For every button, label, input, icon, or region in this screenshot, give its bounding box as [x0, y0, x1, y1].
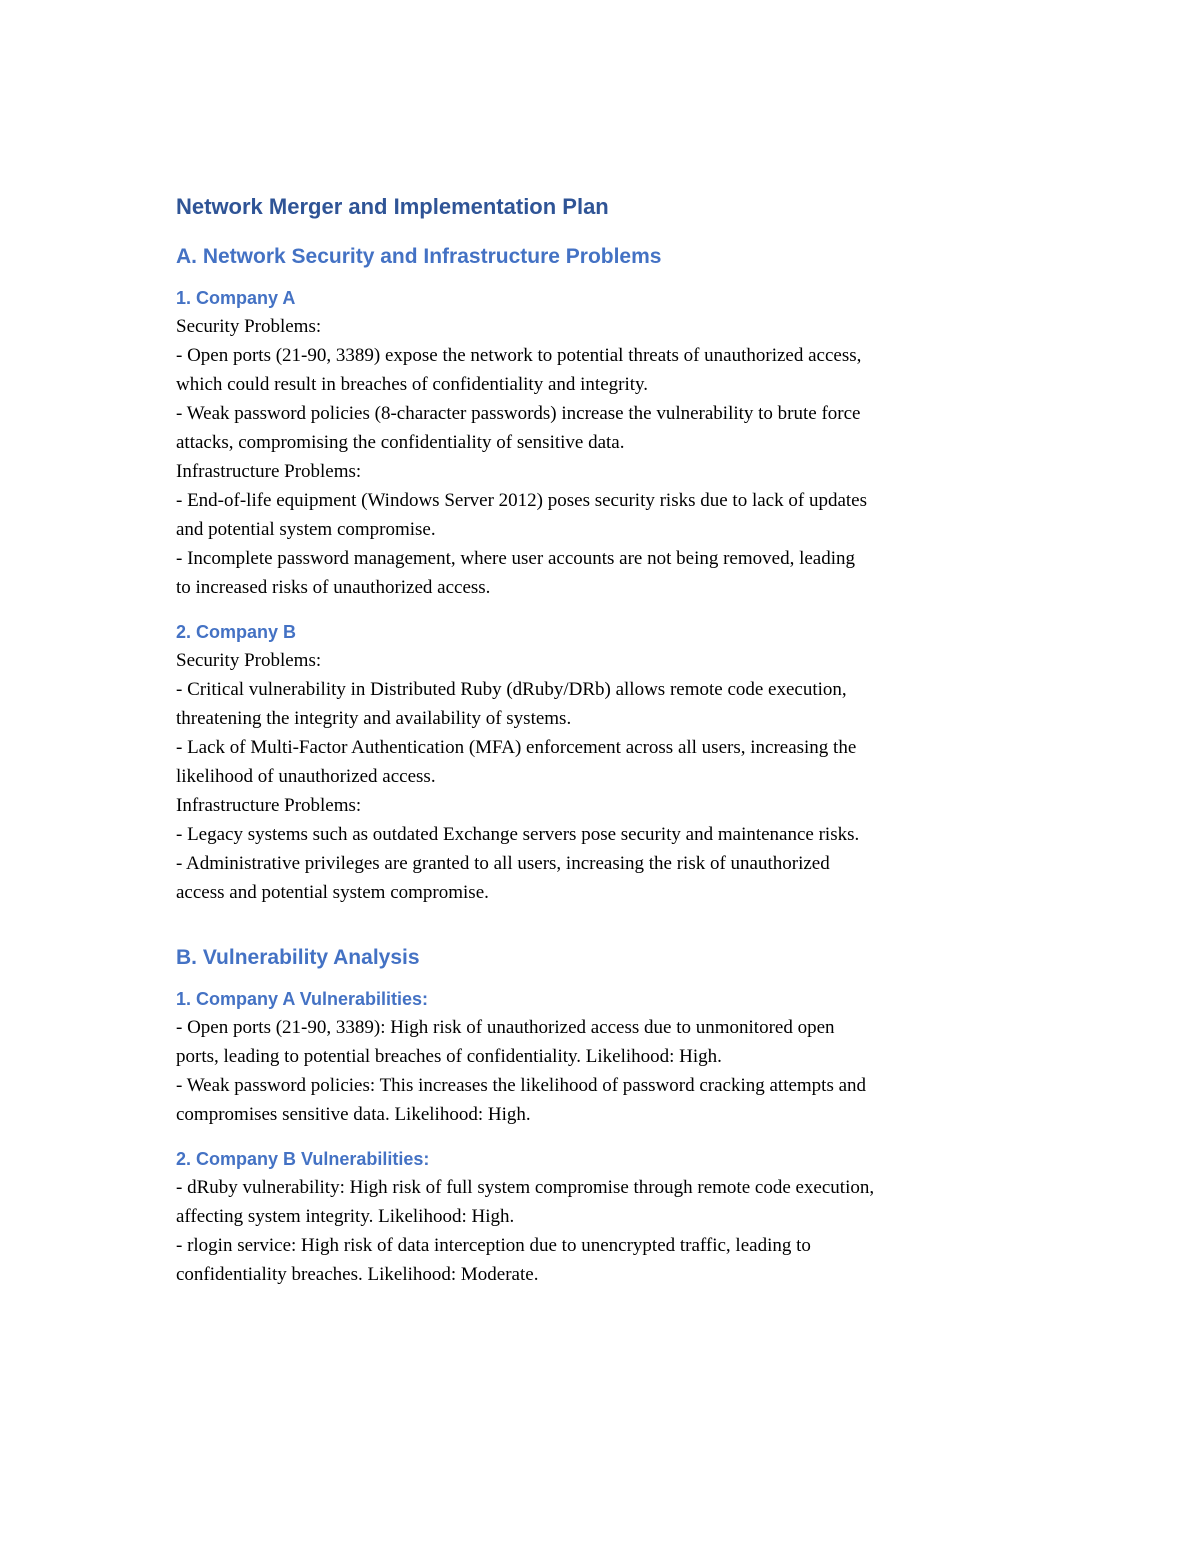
text-line: - Weak password policies (8-character passwords) increase the vulnerability to brute force — [176, 403, 861, 424]
text-line: - Open ports (21-90, 3389): High risk of unauthorized access due to unmonitored open — [176, 1017, 835, 1038]
text-line: - End-of-life equipment (Windows Server 2012) poses security risks due to lack of updates — [176, 490, 867, 511]
text-line: - rlogin service: High risk of data interception due to unencrypted traffic, leading to — [176, 1235, 811, 1256]
text-line: compromises sensitive data. Likelihood: High. — [176, 1104, 531, 1125]
spacer — [176, 923, 1026, 941]
company-b-heading: 2. Company B — [176, 622, 297, 642]
text-line: - Critical vulnerability in Distributed Ruby (dRuby/DRb) allows remote code execution, — [176, 679, 847, 700]
company-b-vulnerabilities-heading: 2. Company B Vulnerabilities: — [176, 1149, 430, 1169]
text-line: affecting system integrity. Likelihood: High. — [176, 1206, 515, 1227]
document-page — [176, 188, 1026, 1305]
section-a-company-b — [176, 618, 1026, 907]
company-a-vulnerabilities-heading: 1. Company A Vulnerabilities: — [176, 989, 429, 1009]
section-a-heading: A. Network Security and Infrastructure Problems — [176, 245, 662, 268]
section-b-company-a — [176, 985, 1026, 1129]
text-line: to increased risks of unauthorized access. — [176, 577, 491, 598]
section-b-heading: B. Vulnerability Analysis — [176, 946, 420, 969]
text-line: access and potential system compromise. — [176, 882, 489, 903]
text-line: attacks, compromising the confidentiality of sensitive data. — [176, 432, 625, 453]
text-line: - Lack of Multi-Factor Authentication (MFA) enforcement across all users, increasing the — [176, 737, 857, 758]
section-b-company-b — [176, 1145, 1026, 1289]
text-line: and potential system compromise. — [176, 519, 436, 540]
text-line: which could result in breaches of confidentiality and integrity. — [176, 374, 649, 395]
text-line: Security Problems: — [176, 316, 322, 337]
text-line: - Incomplete password management, where user accounts are not being removed, leading — [176, 548, 855, 569]
text-line: Security Problems: — [176, 650, 322, 671]
text-line: confidentiality breaches. Likelihood: Moderate. — [176, 1264, 539, 1285]
text-line: threatening the integrity and availability of systems. — [176, 708, 572, 729]
section-a-company-a — [176, 284, 1026, 602]
text-line: - Open ports (21-90, 3389) expose the network to potential threats of unauthorized access, — [176, 345, 862, 366]
text-line: Infrastructure Problems: — [176, 795, 362, 816]
text-line: - Weak password policies: This increases the likelihood of password cracking attempts and — [176, 1075, 867, 1096]
text-line: - Administrative privileges are granted to all users, increasing the risk of unauthorized — [176, 853, 830, 874]
text-line: ports, leading to potential breaches of confidentiality. Likelihood: High. — [176, 1046, 722, 1067]
company-a-heading: 1. Company A — [176, 288, 296, 308]
text-line: likelihood of unauthorized access. — [176, 766, 436, 787]
text-line: - dRuby vulnerability: High risk of full system compromise through remote code execution, — [176, 1177, 875, 1198]
document-title: Network Merger and Implementation Plan — [176, 194, 609, 219]
text-line: Infrastructure Problems: — [176, 461, 362, 482]
text-line: - Legacy systems such as outdated Exchange servers pose security and maintenance risks. — [176, 824, 860, 845]
